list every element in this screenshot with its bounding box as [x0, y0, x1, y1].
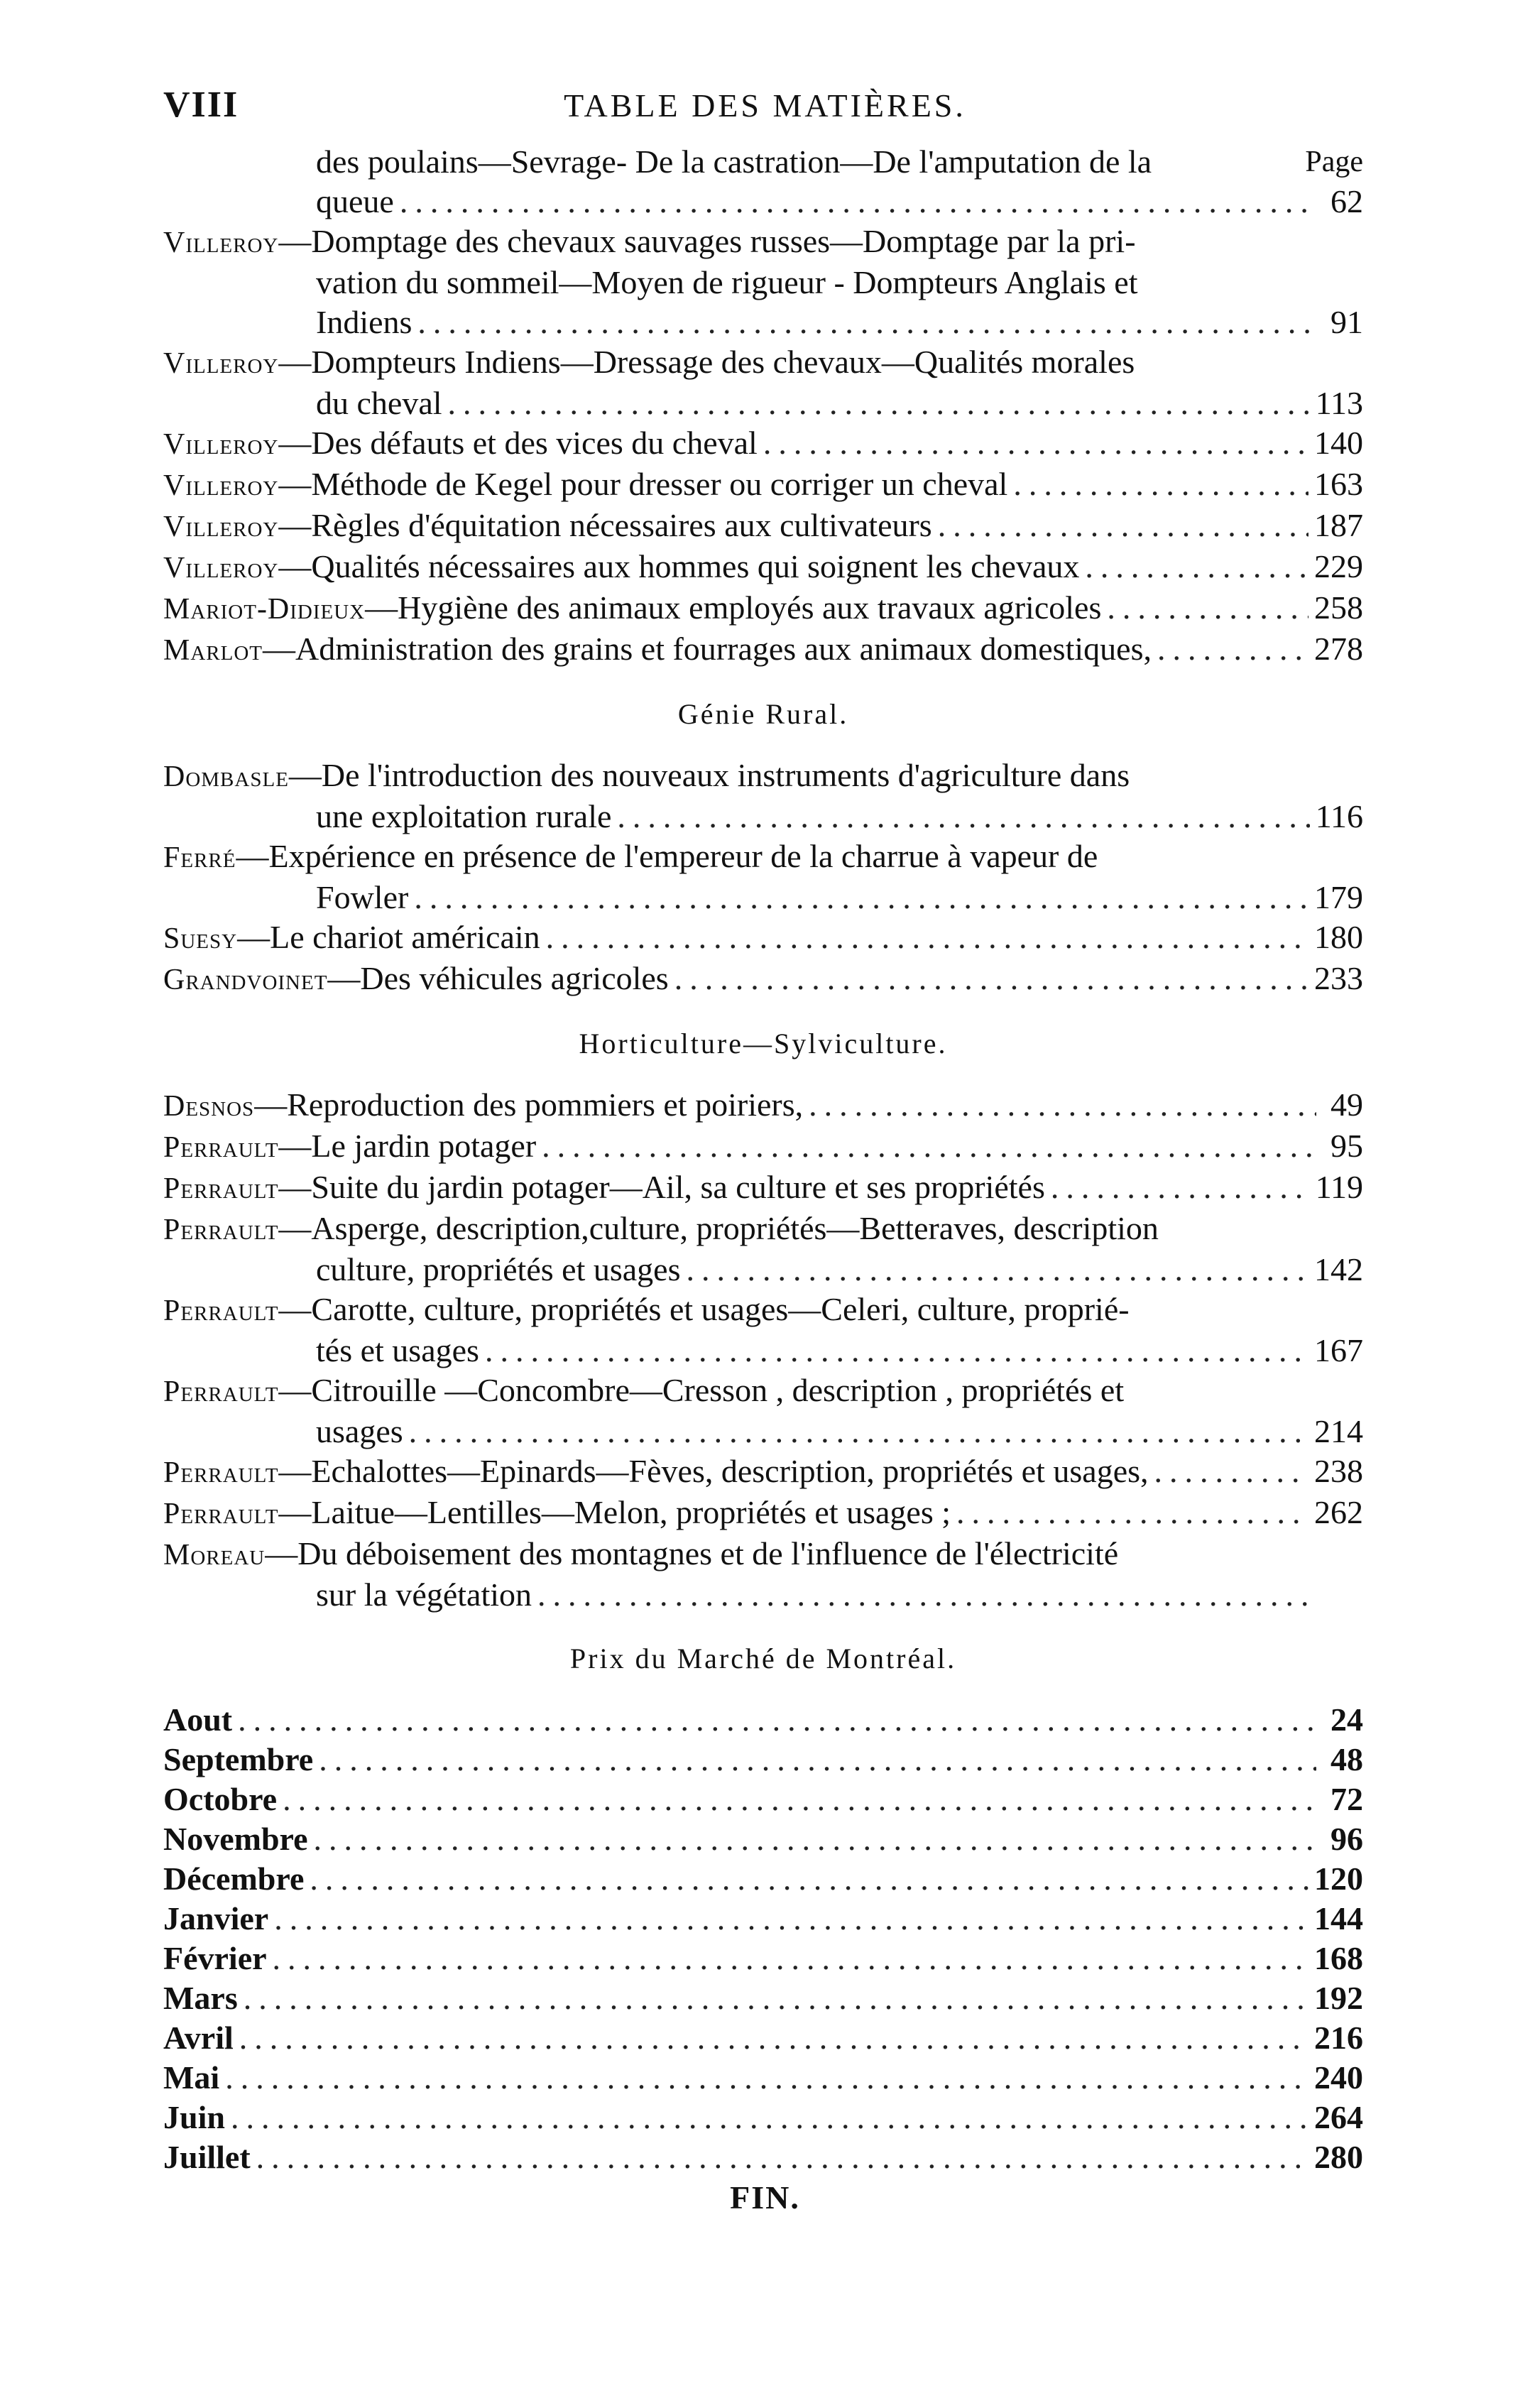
- dot-leader: [542, 1126, 1316, 1166]
- entry-text: [316, 1331, 479, 1371]
- opening-entry: [163, 142, 1363, 222]
- entry-author: Villeroy: [163, 227, 279, 259]
- entry-title: —Asperge, description,culture, propriétés—Betteraves, description: [278, 1210, 1159, 1246]
- entry-text: [163, 547, 1079, 588]
- entries-veterinary: [163, 222, 1363, 670]
- toc-entry: [163, 1451, 1363, 1493]
- entry-text: [316, 303, 412, 342]
- month-entry: [163, 1859, 1363, 1899]
- entry-line: [163, 1534, 1363, 1575]
- toc-entry: [163, 1290, 1363, 1371]
- entry-title: —Règles d'équitation nécessaires aux cultivateurs: [278, 507, 932, 543]
- entry-author: Perrault: [163, 1214, 279, 1246]
- entry-text: [316, 1575, 532, 1615]
- toc-entry: [163, 1085, 1363, 1126]
- dot-leader: [1051, 1167, 1310, 1207]
- month-entry: [163, 1819, 1363, 1859]
- entry-line: [163, 222, 1363, 263]
- month-entry: [163, 2058, 1363, 2098]
- entry-last-line: [163, 1451, 1363, 1493]
- entry-text: [163, 1493, 951, 1534]
- entry-text: [163, 506, 932, 547]
- entries-genie-rural: [163, 756, 1363, 1000]
- page-ref: 179: [1314, 879, 1363, 915]
- entry-title: tés et usages: [316, 1332, 479, 1368]
- entry-last-line: [163, 1493, 1363, 1534]
- section-heading-prix-marche: Prix du Marché de Montréal.: [569, 1642, 957, 1674]
- dot-leader: [274, 1899, 1308, 1939]
- entry-last-line: [163, 506, 1363, 547]
- entry-title: culture, propriétés et usages: [316, 1251, 681, 1287]
- toc-entry: [163, 1534, 1363, 1615]
- entry-author: Marlot: [163, 634, 263, 667]
- toc-entry: [163, 1209, 1363, 1290]
- month-label: Juillet: [163, 2139, 251, 2175]
- entry-author: Moreau: [163, 1539, 266, 1571]
- page-ref: 214: [1314, 1413, 1363, 1449]
- page-ref: 116: [1315, 798, 1363, 834]
- month-label: Septembre: [163, 1741, 314, 1777]
- page-ref: 280: [1314, 2139, 1363, 2175]
- entries-market-prices: [163, 1700, 1363, 2177]
- entry-title: —De l'introduction des nouveaux instruments d'agriculture dans: [288, 757, 1130, 793]
- entry-title: —Hygiène des animaux employés aux travaux agricoles: [365, 589, 1102, 626]
- dot-leader: [938, 506, 1308, 545]
- table-of-contents: [163, 142, 1363, 2177]
- entry-title: —Le jardin potager: [278, 1128, 537, 1164]
- toc-entry: [163, 917, 1363, 959]
- dot-leader: [314, 1819, 1316, 1859]
- page-ref: 119: [1315, 1169, 1363, 1205]
- entry-text: [316, 878, 408, 917]
- page-ref: 142: [1314, 1251, 1363, 1287]
- entry-title: —Echalottes—Epinards—Fèves, description, propriétés et usages,: [278, 1453, 1149, 1489]
- entry-text: [163, 1126, 536, 1167]
- page-column-label: Page: [1305, 146, 1363, 178]
- entry-title: —Du déboisement des montagnes et de l'influence de l'électricité: [265, 1535, 1119, 1571]
- month-label: Juin: [163, 2099, 225, 2135]
- page-ref: 91: [1330, 304, 1363, 340]
- page-ref: 258: [1314, 589, 1363, 626]
- page-ref: 233: [1314, 960, 1363, 996]
- month-entry: [163, 2098, 1363, 2137]
- entry-text: [316, 383, 442, 423]
- entry-title: —Le chariot américain: [237, 919, 540, 955]
- entry-author: Mariot-Didieux: [163, 593, 366, 626]
- dot-leader: [448, 383, 1310, 423]
- dot-leader: [319, 1740, 1316, 1780]
- toc-entry: [163, 464, 1363, 506]
- entry-title: usages: [316, 1413, 403, 1449]
- page-ref: 229: [1314, 548, 1363, 584]
- page-ref: 264: [1314, 2099, 1363, 2135]
- entry-title: du cheval: [316, 385, 442, 421]
- page-ref: 238: [1314, 1453, 1363, 1489]
- month-entry: [163, 1740, 1363, 1780]
- entry-author: Perrault: [163, 1131, 279, 1164]
- dot-leader: [956, 1493, 1308, 1532]
- entry-title: queue: [316, 183, 394, 219]
- entry-title: —Reproduction des pommiers et poiriers,: [254, 1086, 804, 1123]
- page-number: VIII: [163, 85, 239, 125]
- entry-title: —Méthode de Kegel pour dresser ou corriger un cheval: [278, 466, 1008, 502]
- entry-text: [316, 1412, 403, 1451]
- page-ref: 187: [1314, 507, 1363, 543]
- entry-title: —Des véhicules agricoles: [327, 960, 669, 996]
- dot-leader: [686, 1250, 1308, 1290]
- month-label: Octobre: [163, 1781, 278, 1817]
- entry-title: —Des défauts et des vices du cheval: [278, 425, 758, 461]
- entry-line: [163, 1371, 1363, 1412]
- dot-leader: [283, 1780, 1316, 1819]
- dot-leader: [809, 1085, 1316, 1125]
- month-label: Janvier: [163, 1900, 269, 1936]
- page-ref: 140: [1314, 425, 1363, 461]
- toc-entry: [163, 1493, 1363, 1534]
- toc-entry: [163, 423, 1363, 464]
- entry-last-line: [163, 1575, 1363, 1615]
- toc-entry: [163, 1371, 1363, 1451]
- entry-title: —Administration des grains et fourrages aux animaux domestiques,: [263, 631, 1152, 667]
- month-label: Avril: [163, 2020, 234, 2056]
- entry-last-line: [163, 547, 1363, 588]
- page-ref: 49: [1330, 1086, 1363, 1123]
- entry-title: —Laitue—Lentilles—Melon, propriétés et usages ;: [278, 1494, 951, 1530]
- month-entry: [163, 1780, 1363, 1819]
- entry-line: [163, 342, 1363, 383]
- dot-leader: [239, 2018, 1308, 2058]
- entry-last-line: [163, 797, 1363, 837]
- entry-author: Perrault: [163, 1375, 279, 1408]
- page-header: [163, 84, 1367, 134]
- page-ref: 72: [1330, 1781, 1363, 1817]
- entry-text: [163, 464, 1007, 506]
- toc-entry: [163, 1167, 1363, 1209]
- dot-leader: [231, 2098, 1308, 2137]
- entry-author: Suesy: [163, 922, 238, 955]
- page-ref: 48: [1330, 1741, 1363, 1777]
- page-ref: 163: [1314, 466, 1363, 502]
- entry-title: —Domptage des chevaux sauvages russes—Domptage par la pri-: [278, 223, 1136, 259]
- entry-text: [163, 423, 758, 464]
- page-ref: 24: [1330, 1701, 1363, 1738]
- toc-entry: [163, 629, 1363, 670]
- dot-leader: [1107, 588, 1308, 628]
- entry-last-line: [163, 182, 1363, 222]
- page-ref: 240: [1314, 2059, 1363, 2096]
- toc-entry: [163, 959, 1363, 1000]
- month-entry: [163, 2018, 1363, 2058]
- month-entry: [163, 1939, 1363, 1978]
- entry-last-line: [163, 1331, 1363, 1371]
- dot-leader: [417, 303, 1316, 342]
- month-entry: [163, 1700, 1363, 1740]
- entry-last-line: [163, 917, 1363, 959]
- dot-leader: [674, 959, 1308, 998]
- entry-last-line: [163, 1412, 1363, 1451]
- entry-last-line: [163, 588, 1363, 629]
- entry-title: —Suite du jardin potager—Ail, sa culture et ses propriétés: [278, 1169, 1045, 1205]
- toc-entry: [163, 837, 1363, 917]
- entry-last-line: [163, 629, 1363, 670]
- entry-author: Villeroy: [163, 428, 279, 461]
- page-ref: 262: [1314, 1494, 1363, 1530]
- dot-leader: [400, 182, 1316, 222]
- toc-entry: [163, 1126, 1363, 1167]
- entry-text: [163, 917, 540, 959]
- toc-entry: [163, 547, 1363, 588]
- page-ref: 95: [1330, 1128, 1363, 1164]
- entry-last-line: [163, 423, 1363, 464]
- entry-author: Villeroy: [163, 552, 279, 584]
- page-ref: 144: [1314, 1900, 1363, 1936]
- page-ref: 278: [1314, 631, 1363, 667]
- running-title: TABLE DES MATIÈRES.: [564, 87, 966, 124]
- dot-leader: [409, 1412, 1308, 1451]
- page-ref: 216: [1314, 2020, 1363, 2056]
- entry-author: Desnos: [163, 1090, 255, 1123]
- section-heading-horticulture: Horticulture—Sylviculture.: [579, 1028, 948, 1059]
- page-ref: 113: [1315, 385, 1363, 421]
- month-entry: [163, 2137, 1363, 2177]
- page-ref: 168: [1314, 1940, 1363, 1976]
- dot-leader: [546, 917, 1308, 957]
- month-entry: [163, 1899, 1363, 1939]
- entry-author: Ferré: [163, 841, 236, 874]
- entry-last-line: [163, 383, 1363, 423]
- entry-line: [163, 1290, 1363, 1331]
- entry-author: Perrault: [163, 1456, 279, 1489]
- fin-mark: FIN.: [730, 2179, 800, 2216]
- entry-line: [163, 837, 1363, 878]
- month-label: Mars: [163, 1980, 238, 2016]
- entry-last-line: [163, 1250, 1363, 1290]
- toc-entry: [163, 506, 1363, 547]
- entry-author: Grandvoinet: [163, 964, 328, 996]
- entry-author: Perrault: [163, 1172, 279, 1205]
- page-ref: 120: [1314, 1861, 1363, 1897]
- dot-leader: [1085, 547, 1308, 587]
- entry-last-line: [163, 1126, 1363, 1167]
- dot-leader: [763, 423, 1308, 463]
- entry-title: sur la végétation: [316, 1576, 532, 1613]
- dot-leader: [485, 1331, 1308, 1371]
- entry-text: [163, 1451, 1149, 1493]
- dot-leader: [225, 2058, 1308, 2098]
- month-label: Novembre: [163, 1821, 308, 1857]
- entries-horticulture: [163, 1085, 1363, 1615]
- entry-title: vation du sommeil—Moyen de rigueur - Dompteurs Anglais et: [316, 264, 1138, 300]
- entry-text: [163, 1167, 1045, 1209]
- entry-text: [163, 629, 1152, 670]
- entry-last-line: [163, 303, 1363, 342]
- entry-title: Fowler: [316, 879, 409, 915]
- month-label: Aout: [163, 1701, 233, 1738]
- dot-leader: [617, 797, 1309, 837]
- dot-leader: [238, 1700, 1316, 1740]
- dot-leader: [256, 2137, 1308, 2177]
- page-ref: 167: [1314, 1332, 1363, 1368]
- toc-entry: [163, 342, 1363, 423]
- entry-title: —Citrouille —Concombre—Cresson , description , propriétés et: [278, 1372, 1125, 1408]
- entry-text: [316, 1250, 680, 1290]
- toc-entry: [163, 588, 1363, 629]
- entry-title: —Carotte, culture, propriétés et usages—Celeri, culture, proprié-: [278, 1291, 1130, 1327]
- entry-title: —Expérience en présence de l'empereur de la charrue à vapeur de: [236, 838, 1098, 874]
- entry-text: [316, 797, 611, 837]
- dot-leader: [1013, 464, 1308, 504]
- page-ref: 96: [1330, 1821, 1363, 1857]
- entry-line: [163, 1209, 1363, 1250]
- entry-last-line: [163, 464, 1363, 506]
- entry-last-line: [163, 959, 1363, 1000]
- entry-text: [163, 1085, 803, 1126]
- dot-leader: [273, 1939, 1308, 1978]
- entry-line: des poulains—Sevrage- De la castration—De l'amputation de la: [316, 143, 1152, 180]
- month-entry: [163, 1978, 1363, 2018]
- page-ref: 192: [1314, 1980, 1363, 2016]
- section-heading-genie-rural: Génie Rural.: [677, 698, 849, 730]
- entry-author: Perrault: [163, 1295, 279, 1327]
- month-label: Février: [163, 1940, 267, 1976]
- toc-entry: [163, 222, 1363, 342]
- page-ref: 180: [1314, 919, 1363, 955]
- toc-entry: [163, 756, 1363, 837]
- entry-author: Villeroy: [163, 469, 279, 502]
- entry-last-line: [163, 878, 1363, 917]
- entry-title: —Qualités nécessaires aux hommes qui soignent les chevaux: [278, 548, 1080, 584]
- entry-title: Indiens: [316, 304, 412, 340]
- entry-author: Dombasle: [163, 761, 289, 793]
- dot-leader: [414, 878, 1308, 917]
- entry-author: Villeroy: [163, 347, 279, 380]
- entry-title: une exploitation rurale: [316, 798, 612, 834]
- dot-leader: [1157, 629, 1308, 669]
- dot-leader: [1154, 1451, 1308, 1491]
- dot-leader: [310, 1859, 1308, 1899]
- entry-author: Villeroy: [163, 511, 279, 543]
- entry-line: [163, 263, 1363, 303]
- entry-title: —Dompteurs Indiens—Dressage des chevaux—Qualités morales: [278, 344, 1135, 380]
- entry-author: Perrault: [163, 1498, 279, 1530]
- entry-last-line: [163, 1085, 1363, 1126]
- month-label: Mai: [163, 2059, 220, 2096]
- entry-last-line: [163, 1167, 1363, 1209]
- entry-text: [163, 959, 669, 1000]
- page-ref: 62: [1330, 183, 1363, 219]
- entry-line: [163, 756, 1363, 797]
- month-label: Décembre: [163, 1861, 305, 1897]
- dot-leader: [244, 1978, 1308, 2018]
- dot-leader: [537, 1575, 1316, 1615]
- entry-text: [163, 588, 1101, 629]
